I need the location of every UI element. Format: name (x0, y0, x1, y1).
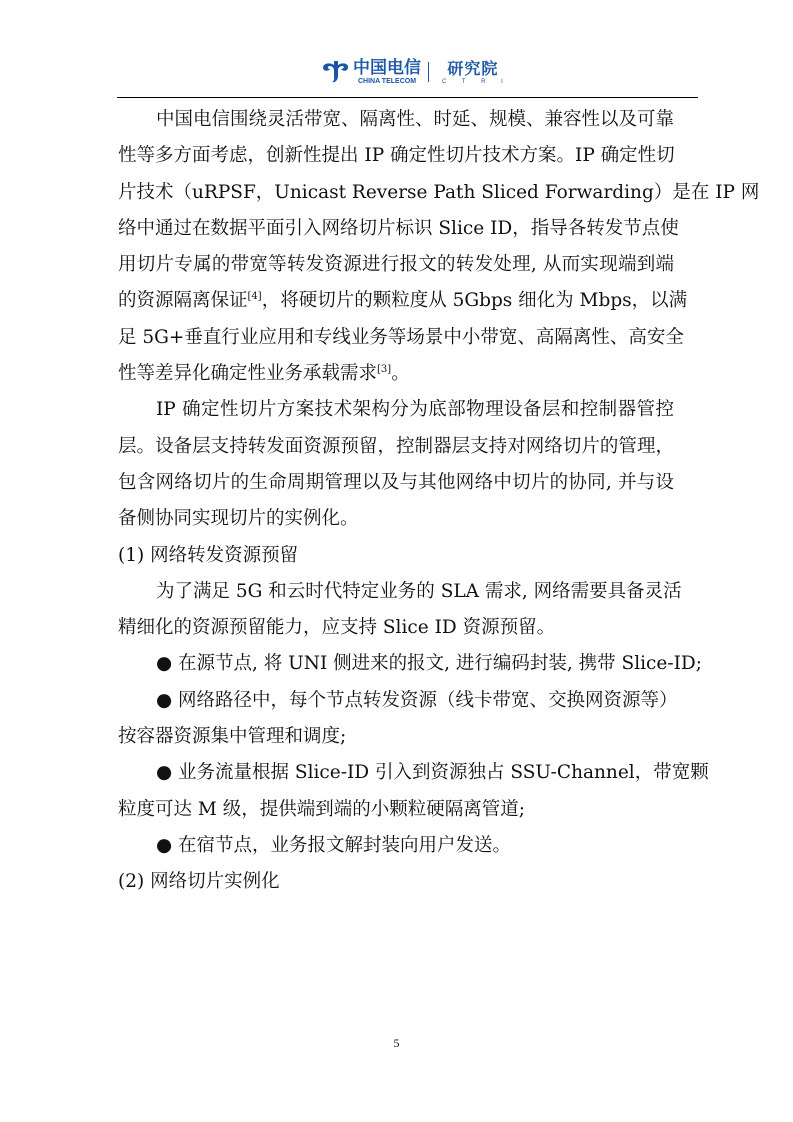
text-span: 性等差异化确定性业务承载需求 (118, 363, 378, 385)
logo (320, 56, 510, 88)
text-span: 的资源隔离保证 (118, 290, 248, 312)
citation: [4] (247, 291, 262, 303)
text-line: 精细化的资源预留能力，应支持 Slice ID 资源预留。 (118, 617, 556, 639)
bullet-item-continuation: 按容器资源集中管理和调度; (118, 726, 347, 748)
text-line: 层。设备层支持转发面资源预留，控制器层支持对网络切片的管理， (118, 435, 674, 457)
text-line (118, 356, 674, 392)
page-number: 5 (393, 1036, 400, 1050)
bullet-item-continuation: 粒度可达 M 级，提供端到端的小颗粒硬隔离管道; (118, 798, 525, 820)
text-line: IP 确定性切片方案技术架构分为底部物理设备层和控制器管控 (156, 399, 674, 421)
paragraph-1 (118, 102, 760, 392)
bullet-item: ● 业务流量根据 Slice-ID 引入到资源独占 SSU-Channel，带宽颗 (156, 762, 709, 784)
text-line: 备侧协同实现切片的实例化。 (118, 508, 359, 530)
section-heading-2: (2) 网络切片实例化 (118, 871, 280, 893)
bullet-list (118, 646, 709, 864)
bullet-item: ● 网络路径中，每个节点转发资源（线卡带宽、交换网资源等） (156, 689, 678, 711)
china-telecom-logo-icon (320, 59, 350, 85)
paragraph-3 (118, 574, 682, 647)
bullet-item: ● 在源节点, 将 UNI 侧进来的报文, 进行编码封装, 携带 Slice-ID; (156, 653, 702, 675)
text-line: 片技术（uRPSF，Unicast Reverse Path Sliced Forwarding）是在 IP 网 (118, 181, 760, 203)
logo-divider (428, 62, 429, 82)
text-line: 络中通过在数据平面引入网络切片标识 Slice ID，指导各转发节点使 (118, 217, 679, 239)
text-line: 包含网络切片的生命周期管理以及与其他网络中切片的协同, 并与设 (118, 471, 674, 493)
text-span: ，将硬切片的颗粒度从 5Gbps 细化为 Mbps，以满 (261, 290, 688, 312)
section-heading-1: (1) 网络转发资源预留 (118, 544, 299, 566)
citation: [3] (377, 364, 392, 376)
logo-chinese-name: 中国电信 (353, 57, 421, 78)
text-line: 中国电信围绕灵活带宽、隔离性、时延、规模、兼容性以及可靠 (156, 109, 675, 130)
text-line: 足 5G+垂直行业应用和专线业务等场景中小带宽、高隔离性、高安全 (118, 326, 684, 348)
page-header (0, 56, 793, 88)
text-line: 为了满足 5G 和云时代特定业务的 SLA 需求, 网络需要具备灵活 (156, 580, 682, 602)
institute-abbrev: C T R I (442, 78, 510, 85)
header-rule (117, 97, 698, 98)
paragraph-2 (118, 392, 674, 537)
text-line (118, 283, 688, 319)
document-body (118, 102, 760, 901)
institute-name: 研究院 (447, 58, 499, 78)
text-line: 用切片专属的带宽等转发资源进行报文的转发处理, 从而实现端到端 (118, 254, 674, 276)
text-span: 。 (391, 363, 410, 385)
logo-english-name: CHINA TELECOM (357, 77, 417, 85)
text-line: 性等多方面考虑，创新性提出 IP 确定性切片技术方案。IP 确定性切 (118, 145, 675, 167)
bullet-item: ● 在宿节点，业务报文解封装向用户发送。 (156, 834, 512, 856)
